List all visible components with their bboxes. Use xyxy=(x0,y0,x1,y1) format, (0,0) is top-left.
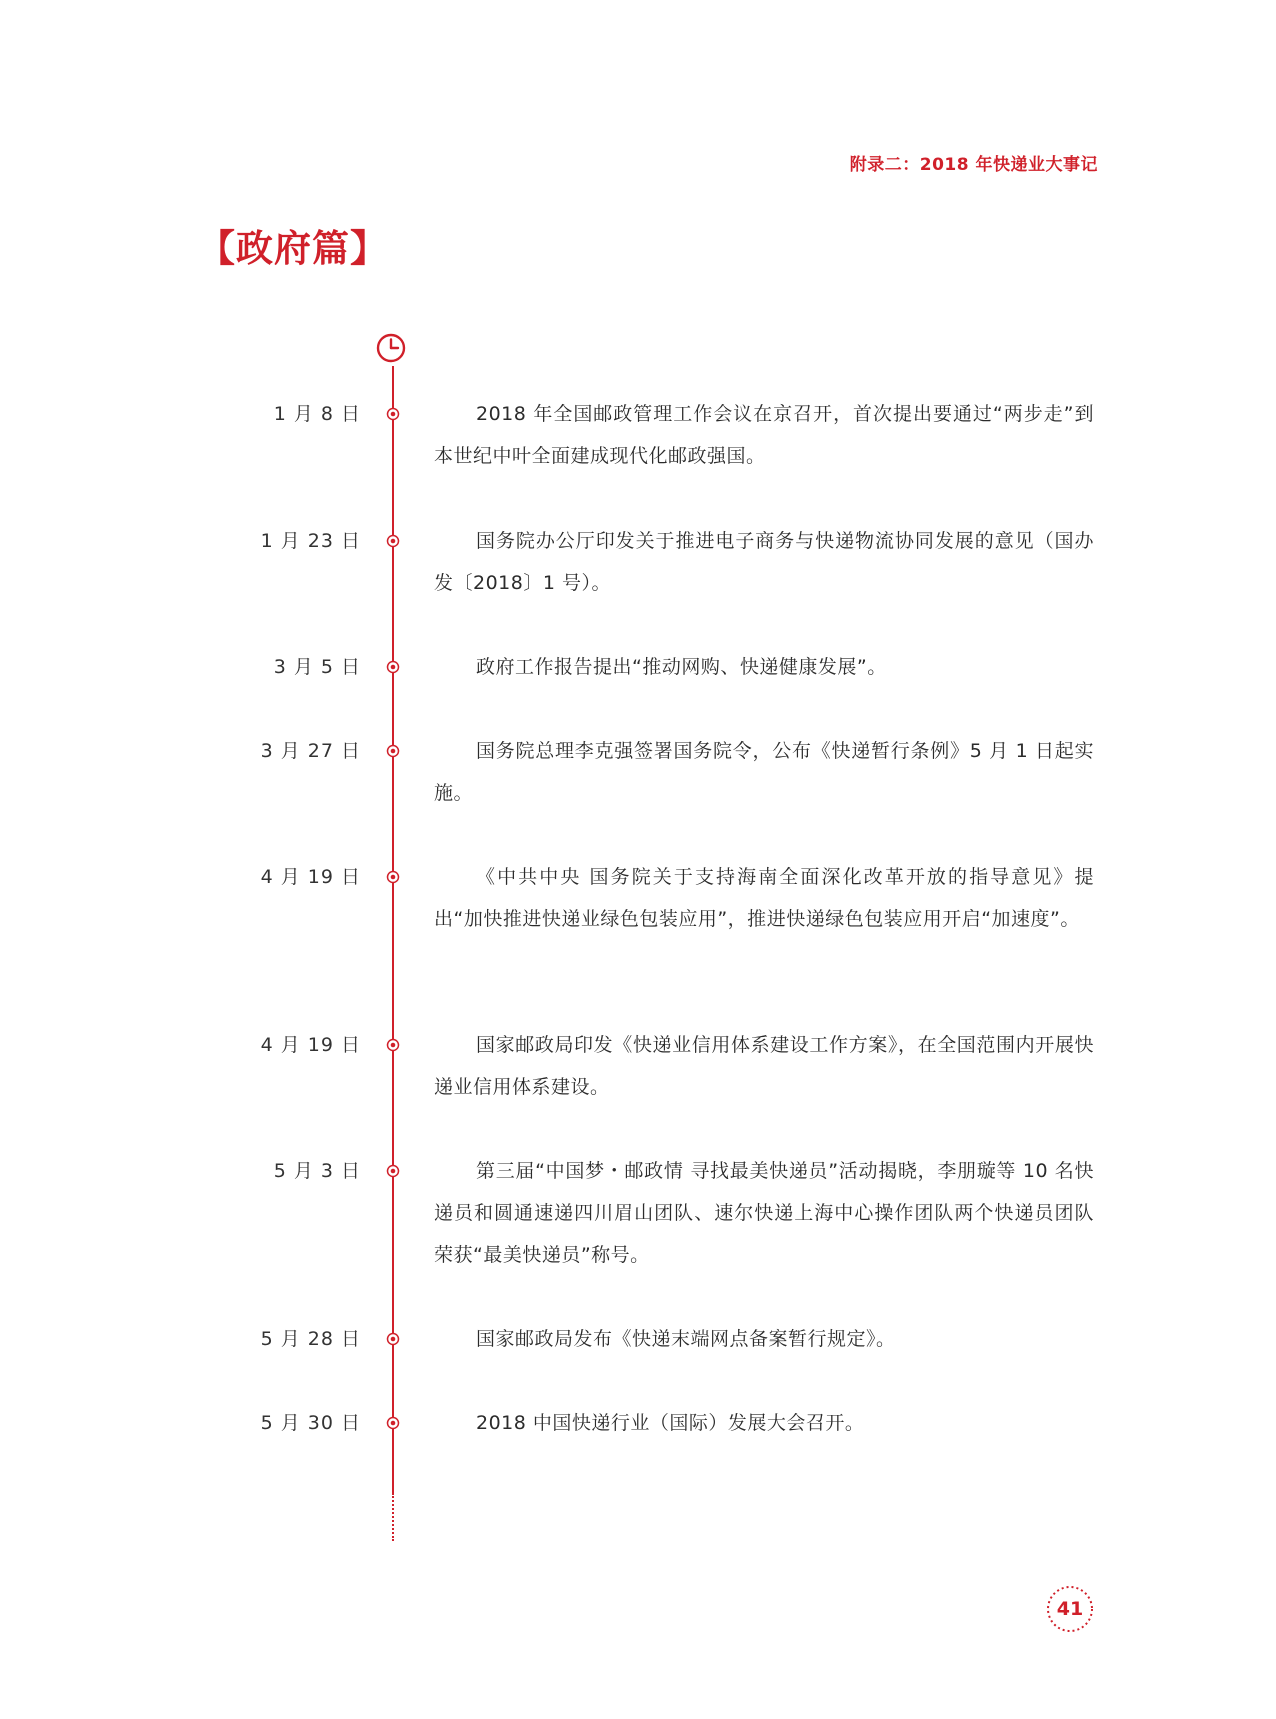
timeline-marker-icon xyxy=(386,534,400,548)
timeline-marker-icon xyxy=(386,1416,400,1430)
event-date: 4 月 19 日 xyxy=(260,1034,361,1056)
event-text: 《中共中央 国务院关于支持海南全面深化改革开放的指导意见》提出“加快推进快递业绿色包装应用”，推进快递绿色包装应用开启“加速度”。 xyxy=(434,866,1094,930)
event-text: 第三届“中国梦・邮政情 寻找最美快递员”活动揭晓，李朋璇等 10 名快递员和圆通速递四川眉山团队、速尔快递上海中心操作团队两个快递员团队荣获“最美快递员”称号。 xyxy=(434,1160,1094,1266)
timeline-dotted-end xyxy=(392,1493,394,1541)
event-text: 政府工作报告提出“推动网购、快递健康发展”。 xyxy=(476,656,887,678)
event-date: 1 月 8 日 xyxy=(273,403,361,425)
event-date: 5 月 3 日 xyxy=(273,1160,361,1182)
event-date: 3 月 5 日 xyxy=(273,656,361,678)
event-text: 国务院总理李克强签署国务院令，公布《快递暂行条例》5 月 1 日起实施。 xyxy=(434,740,1094,804)
running-header: 附录二：2018 年快递业大事记 xyxy=(849,155,1098,175)
timeline-marker-icon xyxy=(386,744,400,758)
timeline-marker-icon xyxy=(386,407,400,421)
timeline-marker-icon xyxy=(386,1332,400,1346)
clock-icon xyxy=(376,333,406,363)
timeline-marker-icon xyxy=(386,1164,400,1178)
section-title: 【政府篇】 xyxy=(198,227,388,270)
timeline-marker-icon xyxy=(386,660,400,674)
timeline-marker-icon xyxy=(386,870,400,884)
event-date: 5 月 30 日 xyxy=(260,1412,361,1434)
event-date: 5 月 28 日 xyxy=(260,1328,361,1350)
event-date: 4 月 19 日 xyxy=(260,866,361,888)
page-number: 41 xyxy=(1056,1598,1084,1620)
event-text: 国家邮政局发布《快递末端网点备案暂行规定》。 xyxy=(476,1328,896,1350)
event-date: 1 月 23 日 xyxy=(260,530,361,552)
timeline-marker-icon xyxy=(386,1038,400,1052)
event-text: 2018 中国快递行业（国际）发展大会召开。 xyxy=(476,1412,865,1434)
event-text: 2018 年全国邮政管理工作会议在京召开，首次提出要通过“两步走”到本世纪中叶全面建成现代化邮政强国。 xyxy=(434,403,1094,467)
event-text: 国家邮政局印发《快递业信用体系建设工作方案》，在全国范围内开展快递业信用体系建设。 xyxy=(434,1034,1094,1098)
event-date: 3 月 27 日 xyxy=(260,740,361,762)
event-text: 国务院办公厅印发关于推进电子商务与快递物流协同发展的意见（国办发〔2018〕1 号）。 xyxy=(434,530,1094,594)
